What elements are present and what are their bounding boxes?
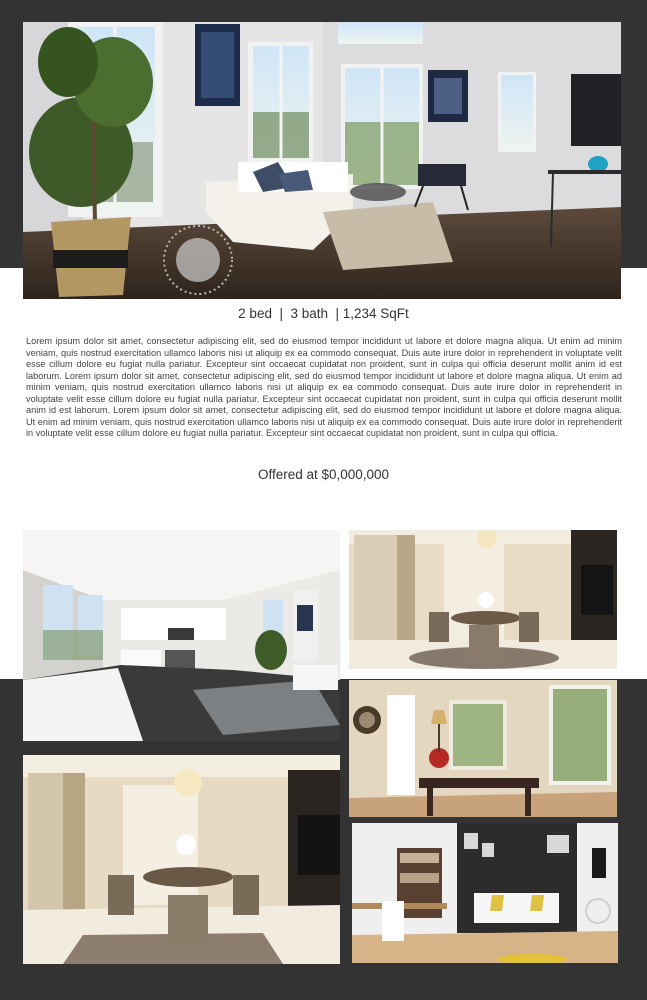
kitchen-photo (23, 530, 340, 741)
property-stats: 2 bed | 3 bath | 1,234 SqFt (238, 306, 409, 321)
property-price: Offered at $0,000,000 (257, 467, 390, 482)
dining-room-photo (349, 530, 617, 669)
den-photo (352, 823, 618, 963)
formal-dining-photo (23, 755, 340, 964)
property-description: Lorem ipsum dolor sit amet, consectetur adipiscing elit, sed do eiusmod tempor incididunt ut labore et dolore magna aliqua. Ut enim ad minim veniam, quis nostrud exercitation ullamco laboris nisi ut aliquip ex ea commodo consequat. Duis aute irure dolor in reprehenderit in voluptate velit esse cillum dolore eu fugiat nulla pariatur. Excepteur sint occaecat cupidatat non proident, sunt in culpa qui officia deserunt mollit anim id est laborum. Lorem ipsum dolor sit amet, consectetur adipiscing elit, sed do eiusmod tempor incididunt ut labore et dolore magna aliqua. Ut enim ad minim veniam, quis nostrud exercitation ullamco laboris nisi ut aliquip ex ea commodo consequat. Duis aute irure dolor in reprehenderit in voluptate velit esse cillum dolore eu fugiat nulla pariatur. Excepteur sint occaecat cupidatat non proident, sunt in culpa qui officia deserunt mollit anim id est laborum. Lorem ipsum dolor sit amet, consectetur adipiscing elit, sed do eiusmod tempor incididunt ut labore et dolore magna aliqua. Ut enim ad minim veniam, quis nostrud exercitation ullamco laboris nisi ut aliquip ex ea commodo consequat. Duis aute irure dolor in reprehenderit in voluptate velit esse cillum dolore eu fugiat nulla pariatur. Excepteur sint occaecat cupidatat non proident, sunt in culpa qui officia. (26, 336, 622, 438)
hero-living-room-photo (23, 22, 621, 299)
study-room-photo (349, 680, 617, 817)
